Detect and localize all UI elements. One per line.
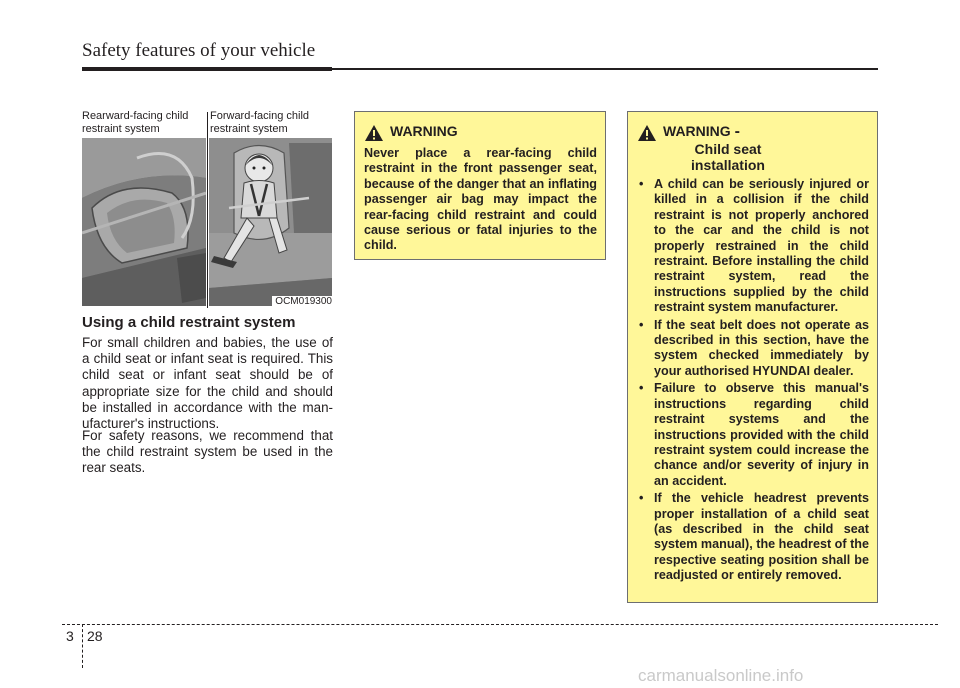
caption-rearward: Rearward-facing child restraint system [82,110,189,135]
warning-box-child-seat-installation [627,111,878,603]
warning-dash: - [734,123,740,140]
page-header-title: Safety features of your vehicle [82,40,316,61]
warning-box-front-seat [354,111,606,260]
warning-bullet: • If the vehicle headrest prevents proper installation of a child seat (as described in the child seat system manual), the headrest of the respective seating position shall be readjusted or entirely removed. [639,491,869,583]
caption-forward: Forward-facing child restraint system [210,110,310,135]
child-restraint-figure [82,110,332,312]
warning-subtitle: Child seat installation [691,141,765,173]
figure-code: OCM019300 [272,296,332,307]
header-rule-thick [82,67,332,71]
watermark: carmanualsonline.info [638,666,804,685]
warning-title: WARNING [663,123,731,139]
warning-bullet-list [637,177,869,584]
warning-header [364,123,597,142]
warning-triangle-icon [637,124,657,142]
footer-rule [62,624,938,625]
body-paragraph-2: For safety reasons, we recommend that the child restraint system be used in the rear seats. [82,428,333,476]
figure-divider [207,112,208,308]
page-number: 28 [87,628,103,644]
warning-bullet: • Failure to observe this manual's instructions regarding child restraint systems and the instructions provided with the child restraint system could increase the chance and/or severity of injury in an accident. [639,381,869,488]
warning-title: WARNING [390,123,458,139]
warning-text: Never place a rear-facing child restraint in the front passenger seat, because of the danger that an inflating passenger air bag may impact the rear-facing child restraint and could cause serious or fatal injuries to the child. [364,146,597,253]
chapter-number: 3 [66,628,74,644]
warning-header [637,123,869,173]
forward-seat-photo [209,138,332,306]
header-rule-thin [332,68,878,70]
rearward-seat-photo [82,138,206,306]
body-paragraph-1: For small children and babies, the use of a child seat or infant seat is required. This child seat or infant seat should be of appropriate size for the child and should be installed in accordance with the man-ufacturer's instructions. [82,335,333,432]
warning-bullet: • If the seat belt does not operate as described in this section, have the system checked immediately by your authorised HYUNDAI dealer. [639,317,869,378]
warning-triangle-icon [364,124,384,142]
warning-bullet: • A child can be seriously injured or killed in a collision if the child restraint is not properly anchored to the car and the child is not properly restrained in the child restraint. Before installing the child restraint system, read the instructions supplied by the child restraint system manufacturer. [639,177,869,315]
footer-vertical-rule [82,624,83,668]
section-heading: Using a child restraint system [82,314,296,331]
